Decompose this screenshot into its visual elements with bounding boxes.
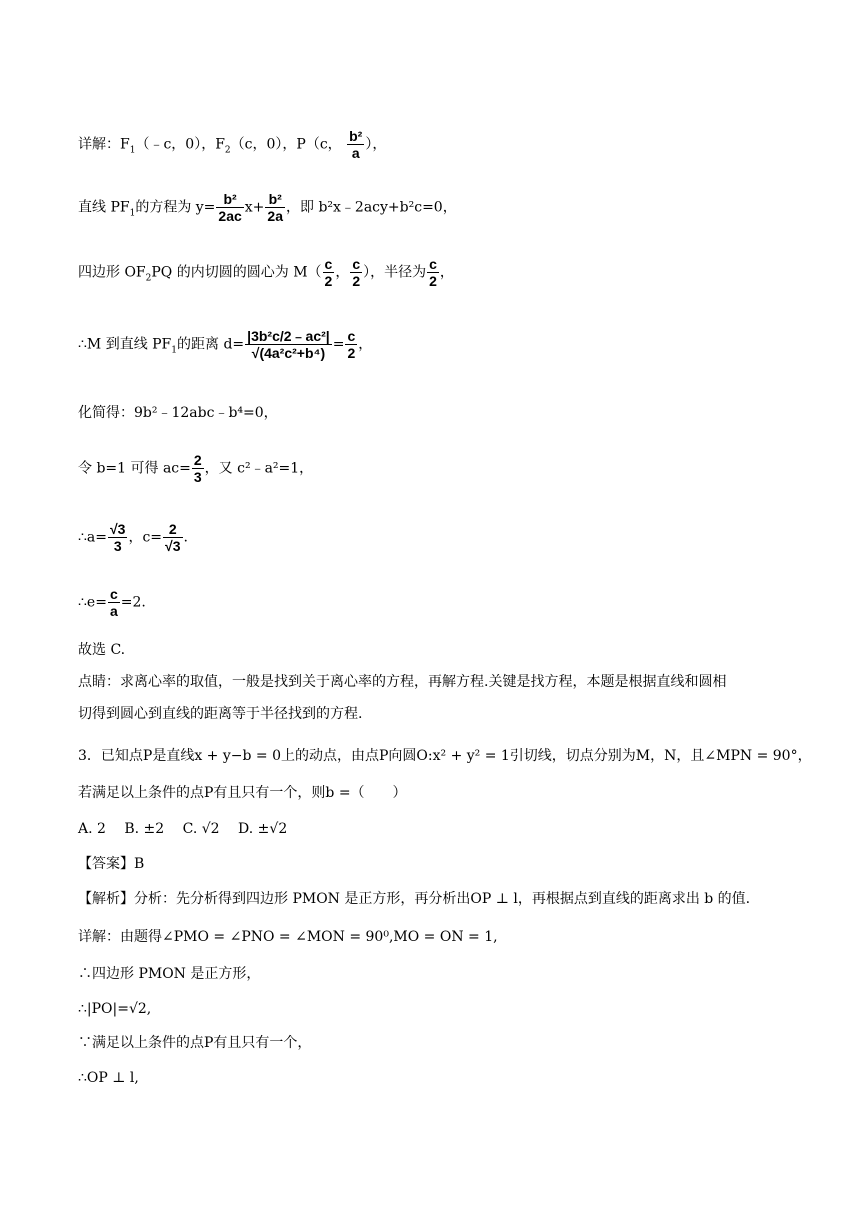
fraction-denominator: 2	[324, 273, 333, 289]
text-segment: ∴a=	[78, 529, 107, 546]
fraction-e	[108, 586, 120, 619]
fraction-denominator: √(4a²c²+b⁴)	[251, 345, 326, 361]
let-line	[78, 452, 313, 485]
question-3-stem-1: 3．已知点P是直线x + y−b = 0上的动点，由点P向圆O:x² + y² = 1引切线，切点分别为M，N，且∠MPN = 90°，	[78, 748, 812, 764]
text-segment: 的距离 d=	[177, 336, 245, 353]
text-segment: ，即 b²x﹣2acy+b²c=0，	[286, 199, 457, 216]
step-4-line: ∴OP ⊥ l,	[78, 1070, 139, 1086]
fraction-numerator: b²	[265, 191, 285, 208]
text-segment: 四边形 OF	[78, 264, 146, 281]
text-segment: x+	[244, 199, 265, 216]
question-3-options: A. 2 B. ±2 C. √2 D. ±√2	[78, 821, 288, 837]
fraction-c	[163, 521, 182, 554]
question-3-stem-2: 若满足以上条件的点P有且只有一个，则b =（ ）	[78, 785, 407, 801]
detail-prefix: 详解：F	[78, 136, 130, 153]
fraction-2	[265, 191, 285, 224]
fraction-denominator: a	[109, 603, 118, 619]
detail-line-q3: 详解：由题得∠PMO = ∠PNO = ∠MON = 90⁰,MO = ON = 1,	[78, 929, 498, 945]
f1-coords: （﹣c，0），F	[135, 136, 225, 153]
answer-line: 【答案】B	[78, 856, 145, 872]
fraction-r	[427, 256, 439, 289]
fraction-m2	[350, 256, 362, 289]
step-2-line: ∴|PO|=√2,	[78, 1001, 152, 1017]
line-equation: 直线 $PF_1$的方程为 y= $\frac{\text{b²}}{2ac}$ x+ $\frac{\text{b²}}{2a}$ ，即 b²x﹣2acy+b²c=0，	[78, 191, 457, 224]
eccentricity-line	[78, 586, 146, 619]
fraction-numerator: c	[109, 586, 118, 602]
fraction-numerator: b²	[349, 128, 363, 144]
p-close: ），	[365, 136, 387, 153]
f2-coords: （c，0），P（c，	[230, 136, 342, 153]
fraction-denominator: 2a	[267, 208, 283, 224]
fraction-numerator: 2	[163, 521, 182, 538]
fraction-denominator: 3	[193, 469, 202, 485]
text-segment: =2.	[120, 594, 146, 611]
fraction-denominator: 2	[429, 273, 437, 289]
step-1-line: ∴四边形 PMON 是正方形，	[78, 966, 261, 982]
text-segment: .	[183, 529, 188, 546]
choose-line: 故选 C.	[78, 642, 126, 658]
ac-values-line	[78, 521, 188, 554]
fraction-numerator: c	[352, 256, 361, 272]
fraction-ac	[192, 452, 204, 485]
comment-line-1: 点睛：求离心率的取值，一般是找到关于离心率的方程，再解方程.关键是找方程，本题是根据直线和圆相	[78, 674, 727, 690]
fraction-denominator: a	[351, 145, 360, 161]
fraction-a	[108, 521, 127, 554]
fraction-numerator: |3b²c/2﹣ac²|	[247, 328, 330, 344]
fraction-denominator: √3	[165, 538, 181, 554]
text-segment: ∴e=	[78, 594, 107, 611]
text-segment: PQ 的内切圆的圆心为 M（	[151, 264, 322, 281]
simplify-line: 化简得：9b²﹣12abc﹣b⁴=0，	[78, 405, 278, 421]
text-segment: ），半径为	[363, 264, 427, 281]
text-segment: ，	[439, 264, 454, 281]
text-segment: ，	[358, 336, 373, 353]
text-segment: =	[332, 336, 345, 353]
fraction-denominator: 2	[347, 345, 356, 361]
comment-line-2: 切得到圆心到直线的距离等于半径找到的方程.	[78, 706, 363, 722]
distance-line: ∴M 到直线 $PF_1$的距离 d= $\frac{\text{|3b²c/2﹣ac²|}}{\text{√(4a²c²+b⁴)}}$ = $\frac{c}{2}$ ，	[78, 328, 373, 361]
quad-incircle: 四边形 $OF_2PQ$ 的内切圆的圆心为 M（ $\frac{c}{2}$ ， $\frac{c}{2}$ ），半径为 $\frac{c}{2}$ ，	[78, 256, 454, 289]
fraction-distance	[245, 328, 332, 361]
text-segment: 令 b=1 可得 ac=	[78, 460, 191, 477]
text-segment: ，c=	[128, 529, 163, 546]
fraction-numerator: c	[324, 256, 333, 272]
fraction-radius	[345, 328, 357, 361]
fraction-numerator: c	[429, 256, 437, 272]
fraction-p	[347, 128, 364, 161]
fraction-numerator: 2	[193, 452, 202, 468]
fraction-denominator: 2ac	[218, 208, 242, 224]
fraction-denominator: 3	[113, 538, 122, 554]
analysis-line: 【解析】分析：先分析得到四边形 PMON 是正方形，再分析出OP ⊥ l，再根据点到直线的距离求出 b 的值.	[78, 891, 751, 907]
text-segment: ∴M 到直线 PF	[78, 336, 172, 353]
text-segment: 的方程为 y=	[135, 199, 216, 216]
fraction-numerator: c	[347, 328, 356, 344]
step-3-line: ∵满足以上条件的点P有且只有一个，	[78, 1035, 312, 1051]
fraction-denominator: 2	[352, 273, 361, 289]
text-segment: ，又 c²﹣a²=1，	[204, 460, 314, 477]
fraction-m1	[323, 256, 335, 289]
fraction-numerator: b²	[216, 191, 243, 208]
text-segment: 直线 PF	[78, 199, 130, 216]
fraction-numerator: √3	[109, 521, 126, 537]
detail-line-1: 详解：$F_1(﹣c$，0），$F_2(c$，0），P（c， $\frac{\text{b²}}{a}$ ），	[78, 128, 387, 161]
fraction-1	[216, 191, 243, 224]
